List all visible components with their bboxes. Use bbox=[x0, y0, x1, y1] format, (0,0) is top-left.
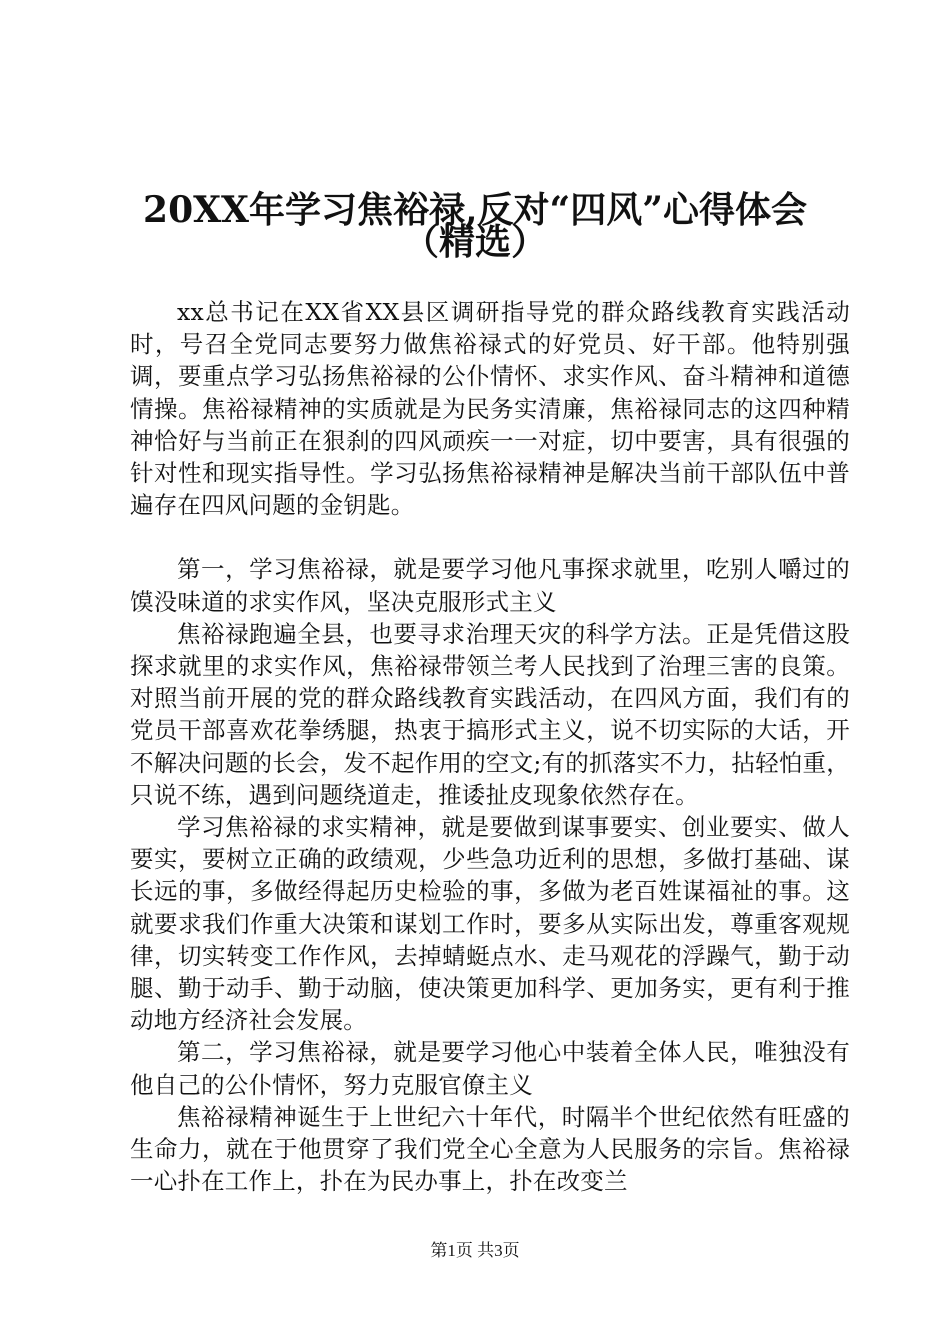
paragraph: 学习焦裕禄的求实精神，就是要做到谋事要实、创业要实、做人要实，要树立正确的政绩观，少些急功近利的思想，多做打基础、谋长远的事，多做经得起历史检验的事，多做为老百姓谋福祉的事。这就要求我们作重大决策和谋划工作时，要多从实际出发，尊重客观规律，切实转变工作作风，去掉蜻蜓点水、走马观花的浮躁气，勤于动腿、勤于动手、勤于动脑，使决策更加科学、更加务实，更有利于推动地方经济社会发展。 bbox=[130, 813, 850, 1035]
document-body bbox=[130, 296, 850, 1197]
paragraph: 焦裕禄精神诞生于上世纪六十年代，时隔半个世纪依然有旺盛的生命力，就在于他贯穿了我们党全心全意为人民服务的宗旨。焦裕禄一心扑在工作上，扑在为民办事上，扑在改变兰 bbox=[130, 1102, 850, 1196]
paragraph: 焦裕禄跑遍全县，也要寻求治理天灾的科学方法。正是凭借这股探求就里的求实作风，焦裕禄带领兰考人民找到了治理三害的良策。对照当前开展的党的群众路线教育实践活动，在四风方面，我们有的党员干部喜欢花拳绣腿，热衷于搞形式主义，说不切实际的大话，开不解决问题的长会，发不起作用的空文;有的抓落实不力，拈轻怕重，只说不练，遇到问题绕道走，推诿扯皮现象依然存在。 bbox=[130, 619, 850, 809]
page-footer: 第1页 共3页 bbox=[430, 1241, 520, 1260]
document-title: 20XX年学习焦裕禄,反对“四风”心得体会 bbox=[143, 189, 807, 231]
section-heading-1: 第一，学习焦裕禄，就是要学习他凡事探求就里，吃别人嚼过的馍没味道的求实作风，坚决克服形式主义 bbox=[130, 555, 850, 616]
document-subtitle: （精选） bbox=[402, 221, 547, 263]
paragraph-intro: xx总书记在XX省XX县区调研指导党的群众路线教育实践活动时，号召全党同志要努力做焦裕禄式的好党员、好干部。他特别强调，要重点学习弘扬焦裕禄的公仆情怀、求实作风、奋斗精神和道德情操。焦裕禄精神的实质就是为民务实清廉，焦裕禄同志的这四种精神恰好与当前正在狠刹的四风顽疾一一对症，切中要害，具有很强的针对性和现实指导性。学习弘扬焦裕禄精神是解决当前干部队伍中普遍存在四风问题的金钥匙。 bbox=[130, 298, 850, 520]
paragraph-spacer bbox=[130, 521, 850, 553]
section-heading-2: 第二，学习焦裕禄，就是要学习他心中装着全体人民，唯独没有他自己的公仆情怀，努力克服官僚主义 bbox=[130, 1038, 850, 1099]
